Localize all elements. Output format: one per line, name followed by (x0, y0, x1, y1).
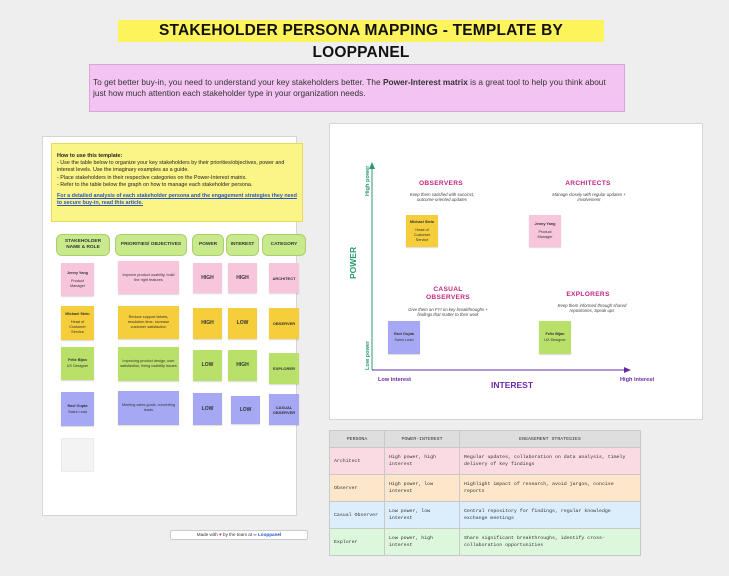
stakeholder-note[interactable] (61, 392, 94, 426)
y-axis-high-text: High power (365, 165, 371, 196)
intro-note (89, 64, 625, 112)
matrix-note-observer[interactable] (406, 215, 438, 247)
table-cell-strategy: Highlight impact of research, avoid jargon, concise reports (460, 475, 641, 502)
table-cell-persona: Casual Observer (330, 502, 385, 529)
quadrant-explorers-title-text: EXPLORERS (566, 291, 610, 298)
table-cell-power-interest: Low power, low interest (385, 502, 460, 529)
table-header-row (330, 431, 641, 448)
category-note[interactable] (269, 394, 299, 425)
page-title: STAKEHOLDER PERSONA MAPPING - TEMPLATE BY LOOPPANEL (118, 20, 604, 42)
table-header-cell: ENGAGEMENT STRATEGIES (460, 431, 641, 448)
stakeholder-name: Felix Bijan (68, 358, 87, 362)
y-axis-low-text: Low power (365, 340, 371, 370)
interest-note[interactable] (231, 396, 260, 424)
footer-team: by the team at (223, 532, 253, 537)
stakeholder-role: Product Manager (70, 278, 85, 288)
priority-text: Improving product design, user satisfaction, fixing usability issues (120, 359, 177, 368)
x-axis-title (491, 380, 533, 390)
header-category (262, 234, 306, 256)
y-axis-high-label (365, 166, 371, 196)
howto-line: - Place stakeholders in their respective categories on the Power-Interest matrix. (57, 174, 247, 181)
quadrant-architects-desc (552, 192, 626, 203)
interest-note[interactable] (228, 308, 257, 339)
y-axis-low-label (365, 341, 371, 370)
category-value: OBSERVER (272, 321, 296, 326)
stakeholder-name: Michael Stein (65, 311, 90, 316)
matrix-note-role: Product Manager (537, 230, 553, 239)
table-row (330, 502, 641, 529)
table-cell-persona: Explorer (330, 529, 385, 556)
priority-text: Meeting sales goals, converting leads (121, 403, 176, 412)
table-row (330, 529, 641, 556)
quadrant-observers-desc (402, 192, 482, 203)
interest-value: HIGH (236, 274, 249, 281)
quadrant-observers-title-text: OBSERVERS (419, 180, 463, 187)
table-cell-power-interest: High power, high interest (385, 448, 460, 475)
power-value: LOW (201, 405, 214, 412)
priority-text: Improve product usability, build the right features (122, 272, 175, 282)
quadrant-observers-desc-text: Keep them satisfied with succinct, outcome-oriented updates (409, 192, 475, 203)
matrix-note-role: UX Designer (544, 338, 566, 342)
priority-text: Reduce support tickets, resolution time, increase customer satisfaction (127, 315, 170, 329)
quadrant-observers-title (405, 180, 477, 188)
quadrant-explorers-title (552, 291, 624, 299)
table-cell-power-interest: Low power, high interest (385, 529, 460, 556)
table-header-cell: POWER-INTEREST (385, 431, 460, 448)
intro-text-bold: Power-Interest matrix (382, 77, 468, 87)
matrix-note-casual[interactable] (388, 321, 420, 354)
stakeholder-name: Ravi Gupta (67, 403, 88, 408)
header-priorities (115, 234, 187, 256)
y-axis-title-text: POWER (348, 246, 358, 279)
x-axis-title-text: INTEREST (491, 380, 534, 390)
header-power-label: POWER (198, 242, 218, 247)
intro-text-pre: To get better buy-in, you need to understand your key stakeholders better. The (93, 77, 383, 87)
quadrant-casual-title-text: CASUAL OBSERVERS (426, 286, 470, 301)
article-link[interactable]: For a detailed analysis of each stakeholder persona and the engagement strategies they need to secure buy-in, read this article. (57, 193, 297, 207)
stakeholder-note[interactable] (61, 306, 94, 340)
interest-value: LOW (239, 406, 252, 413)
matrix-note-explorer[interactable] (539, 321, 571, 354)
category-value: CASUAL OBSERVER (272, 404, 296, 415)
table-cell-power-interest: High power, low interest (385, 475, 460, 502)
power-note[interactable] (193, 393, 222, 425)
looppanel-logo-icon: ∞ (253, 532, 257, 537)
stakeholder-note[interactable] (61, 347, 94, 380)
table-cell-strategy: Share significant breakthroughs, identify cross-collaboration opportunities (460, 529, 641, 556)
power-value: HIGH (201, 320, 214, 326)
quadrant-casual-desc-text: Give them an FYI on key breakthroughs + findings that matter to their work (408, 307, 488, 318)
category-note[interactable] (269, 353, 299, 384)
interest-value: HIGH (236, 362, 249, 368)
interest-value: LOW (236, 320, 249, 326)
howto-heading: How to use this template: (57, 153, 123, 159)
quadrant-explorers-desc (552, 303, 632, 314)
table-cell-persona: Observer (330, 475, 385, 502)
stakeholder-role: UX Designer (66, 364, 89, 368)
category-note[interactable] (269, 263, 299, 293)
table-header-cell: PERSONA (330, 431, 385, 448)
x-axis-high-label (620, 377, 654, 383)
matrix-note-role: Head of Customer Service (413, 227, 431, 242)
power-value: HIGH (201, 274, 214, 281)
matrix-note-architect[interactable] (529, 215, 561, 247)
x-axis-low-text: Low interest (378, 377, 411, 383)
stakeholder-role: Head of Customer Service (69, 319, 86, 334)
made-by-badge[interactable] (170, 530, 308, 540)
category-value: EXPLORER (272, 366, 295, 371)
priority-note[interactable] (118, 391, 179, 425)
empty-note-placeholder[interactable] (61, 438, 94, 472)
power-note[interactable] (193, 263, 222, 293)
matrix-note-name: Jenny Yang (534, 222, 556, 226)
quadrant-explorers-desc-text: Keep them informed through shared repositories, Speak ups (557, 303, 627, 314)
table-cell-strategy: Central repository for findings, regular knowledge exchange meetings (460, 502, 641, 529)
matrix-note-name: Michael Stein (409, 219, 435, 224)
x-axis-low-label (378, 377, 411, 383)
table-cell-persona: Architect (330, 448, 385, 475)
howto-note (51, 143, 303, 222)
matrix-axes (329, 123, 703, 420)
interest-note[interactable] (228, 263, 257, 293)
power-note[interactable] (193, 308, 222, 339)
quadrant-architects-desc-text: Manage closely with regular updates + involvement (552, 192, 626, 203)
quadrant-casual-desc (402, 307, 494, 318)
footer-brand: Looppanel (257, 532, 282, 537)
table-cell-strategy: Regular updates, collaboration on data analysis, timely delivery of key findings (460, 448, 641, 475)
priority-note[interactable] (118, 261, 179, 294)
header-interest-label: INTEREST (230, 242, 255, 247)
matrix-note-name: Ravi Gupta (393, 332, 415, 336)
matrix-note-name: Felix Bijan (545, 332, 565, 336)
header-name-role (56, 234, 110, 256)
howto-line: - Refer to the table below the graph on how to manage each stakeholder persona. (57, 181, 253, 188)
stakeholder-name: Jenny Yang (66, 270, 89, 275)
priority-note[interactable] (118, 306, 179, 339)
category-note[interactable] (269, 308, 299, 339)
howto-line: - Use the table below to organize your key stakeholders by their priorities/objectives, power and interest levels. Use the imaginary examples as a guide. (57, 160, 285, 174)
header-category-label: CATEGORY (270, 242, 298, 247)
matrix-note-role: Sales Lead (394, 338, 414, 342)
quadrant-casual-title (418, 286, 478, 302)
intro-text-post: is a great tool to help you think about just how much attention each stakeholder type in your organization needs. (93, 77, 606, 98)
footer-made: Made with (196, 532, 218, 537)
engagement-table (329, 430, 641, 556)
quadrant-architects-title-text: ARCHITECTS (565, 180, 611, 187)
interest-note[interactable] (228, 350, 257, 381)
y-axis-title (348, 247, 358, 279)
category-value: ARCHITECT (272, 275, 296, 281)
x-axis-high-text: High interest (620, 377, 655, 383)
table-row (330, 448, 641, 475)
header-name-role-label: STAKEHOLDER NAME & ROLE (64, 239, 102, 250)
power-value: LOW (201, 362, 214, 368)
priority-note[interactable] (118, 347, 179, 381)
table-row (330, 475, 641, 502)
quadrant-architects-title (552, 180, 624, 188)
stakeholder-role: Sales Lead (68, 409, 87, 414)
header-priorities-label: PRIORITIES/ OBJECTIVES (120, 242, 182, 247)
x-axis-arrow (624, 367, 631, 373)
heart-icon: ♥ (219, 532, 222, 537)
header-power (192, 234, 224, 256)
header-interest (226, 234, 259, 256)
power-note[interactable] (193, 350, 222, 381)
stakeholder-note[interactable] (61, 263, 94, 296)
